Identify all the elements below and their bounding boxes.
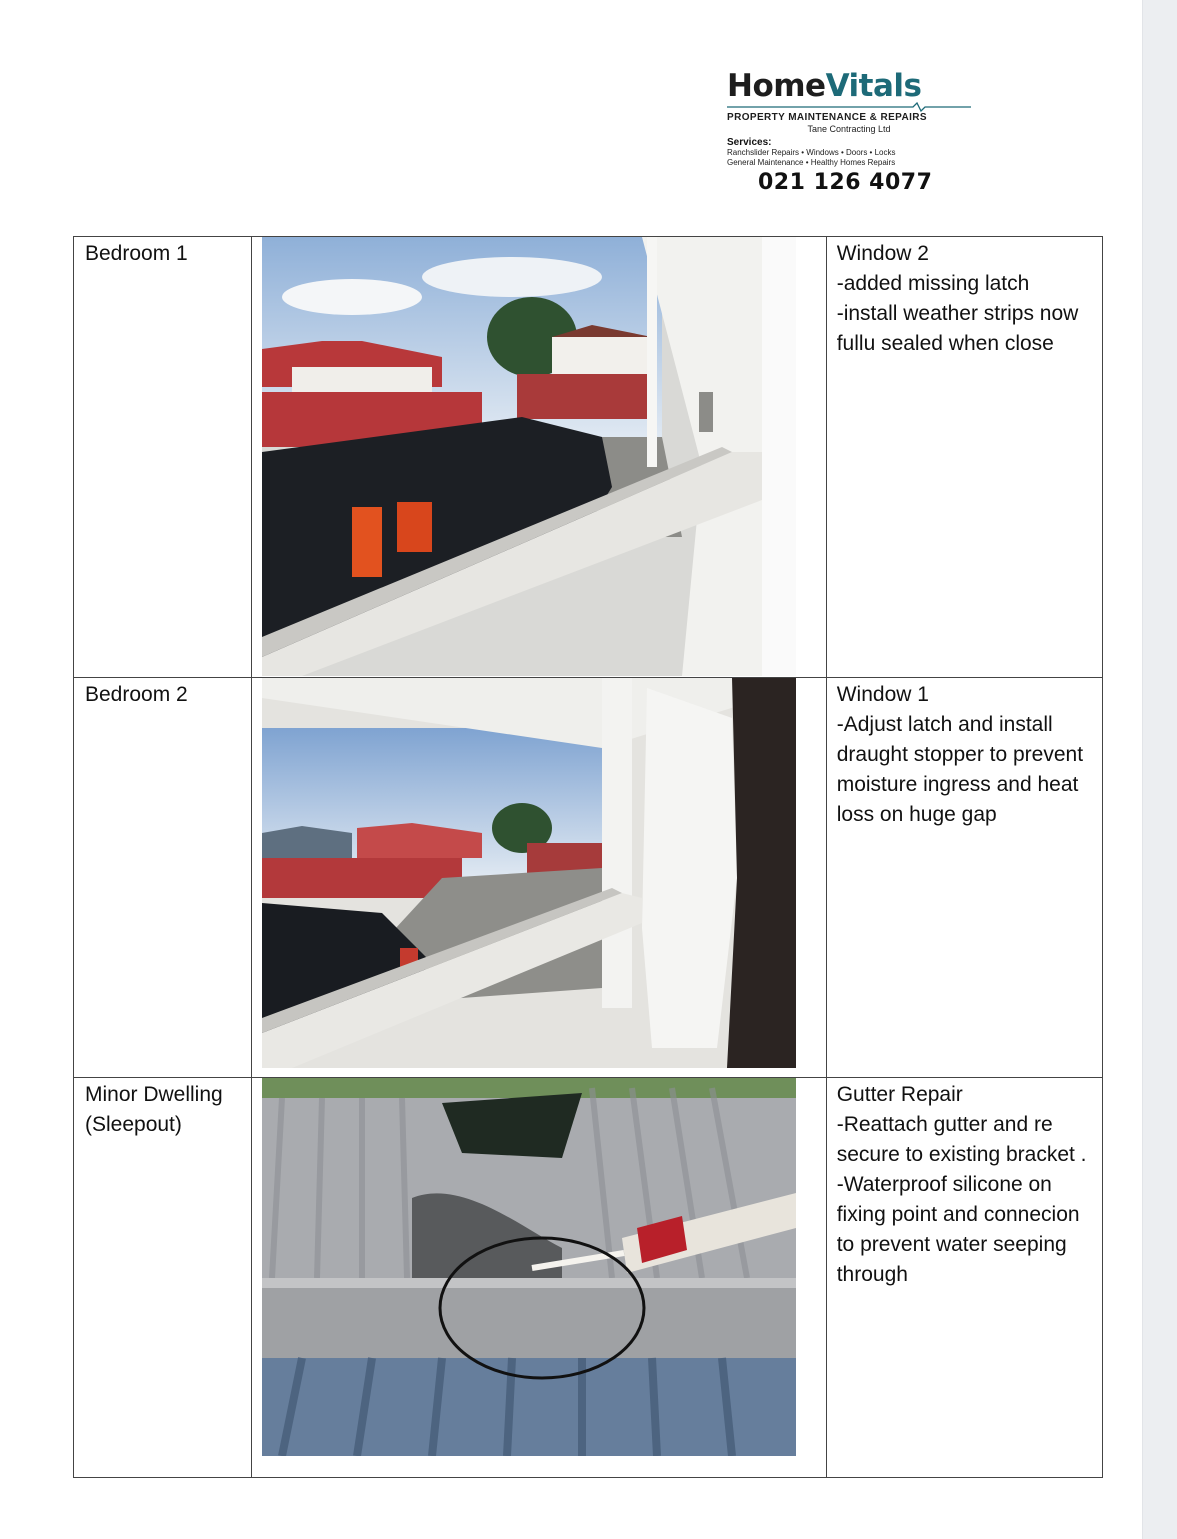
note-line: -install weather strips now fullu sealed when close bbox=[836, 302, 1079, 355]
window-photo bbox=[262, 237, 796, 676]
notes-cell bbox=[827, 1078, 1102, 1290]
heartbeat-line-icon bbox=[727, 102, 971, 112]
phone-number: 021 126 4077 bbox=[758, 170, 933, 195]
services-line-1: Ranchslider Repairs • Windows • Doors • Locks bbox=[727, 148, 896, 157]
company-logo bbox=[727, 68, 977, 195]
window-photo bbox=[262, 678, 796, 1068]
services-label: Services: bbox=[727, 137, 772, 148]
notes-cell bbox=[827, 678, 1102, 830]
note-line: -Waterproof silicone on fixing point and connecion to prevent water seeping through bbox=[836, 1173, 1080, 1286]
brand-name: HomeVitals bbox=[727, 68, 922, 104]
company-name: Tane Contracting Ltd bbox=[807, 124, 891, 134]
note-line: -Adjust latch and install draught stopper to prevent moisture ingress and heat loss on huge gap bbox=[836, 713, 1084, 826]
table-row bbox=[74, 678, 1103, 1078]
notes-title: Window 1 bbox=[836, 683, 929, 706]
room-label: Bedroom 1 bbox=[85, 242, 188, 265]
notes-cell bbox=[827, 237, 1102, 359]
room-label: Minor Dwelling (Sleepout) bbox=[85, 1083, 223, 1136]
room-label: Bedroom 2 bbox=[85, 683, 188, 706]
note-line: -Reattach gutter and re secure to existing bracket . bbox=[836, 1113, 1087, 1166]
services-line-2: General Maintenance • Healthy Homes Repairs bbox=[727, 158, 896, 167]
gutter-photo bbox=[262, 1078, 796, 1456]
table-row bbox=[74, 1078, 1103, 1478]
notes-title: Window 2 bbox=[836, 242, 929, 265]
logo-subtitle: PROPERTY MAINTENANCE & REPAIRS bbox=[727, 112, 927, 123]
notes-title: Gutter Repair bbox=[836, 1083, 963, 1106]
report-table bbox=[73, 236, 1103, 1478]
page-edge bbox=[1142, 0, 1177, 1539]
note-line: -added missing latch bbox=[836, 272, 1030, 295]
table-row bbox=[74, 237, 1103, 678]
